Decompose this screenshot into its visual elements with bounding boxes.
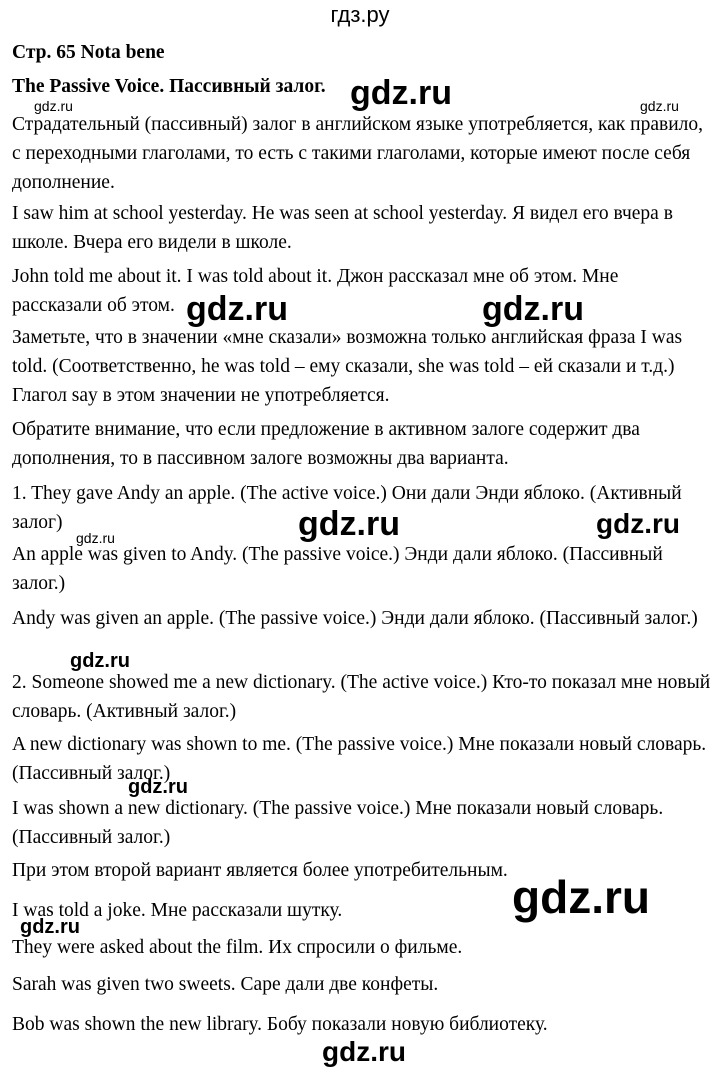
page-heading: Стр. 65 Nota bene [12, 42, 165, 63]
paragraph-attention: Обратите внимание, что если предложение в активном залоге содержит два дополнения, то в пассивном залоге возможны два варианта. [12, 419, 640, 469]
watermark: gdz.ru [322, 1036, 406, 1067]
paragraph-example-2: John told me about it. I was told about it. Джон рассказал мне об этом. Мне рассказали об этом. [12, 266, 619, 316]
watermark: gdz.ru [350, 74, 452, 112]
paragraph-item-2-passive-a: A new dictionary was shown to me. (The passive voice.) Мне показали новый словарь. (Пассивный залог.) [12, 734, 707, 784]
paragraph-item-1-passive-b: Andy was given an apple. (The passive voice.) Энди дали яблоко. (Пассивный залог.) [12, 608, 698, 629]
watermark: gdz.ru [482, 290, 584, 328]
paragraph-item-1-passive-a: An apple was given to Andy. (The passive voice.) Энди дали яблоко. (Пассивный залог.) [12, 544, 663, 594]
watermark: gdz.ru [34, 98, 73, 114]
paragraph-item-2-passive-b: I was shown a new dictionary. (The passive voice.) Мне показали новый словарь. (Пассивный залог.) [12, 798, 664, 848]
paragraph-example-1: I saw him at school yesterday. He was seen at school yesterday. Я видел его вчера в школе. Вчера его видели в школе. [12, 203, 673, 253]
paragraph-note: Заметьте, что в значении «мне сказали» возможна только английская фраза I was told. (Соответственно, he was told – ему сказали, she was told – ей сказали и т.д.) Глагол say в этом значении не употребляется. [12, 327, 683, 406]
watermark: gdz.ru [128, 776, 188, 798]
paragraph-example-library: Bob was shown the new library. Бобу показали новую библиотеку. [12, 1014, 548, 1035]
paragraph-example-joke: I was told a joke. Мне рассказали шутку. [12, 900, 343, 921]
section-subheading: The Passive Voice. Пассивный залог. [12, 76, 326, 97]
watermark: gdz.ru [298, 505, 400, 543]
paragraph-example-film: They were asked about the film. Их спросили о фильме. [12, 937, 463, 958]
watermark: gdz.ru [20, 916, 80, 938]
watermark: gdz.ru [186, 290, 288, 328]
paragraph-intro: Страдательный (пассивный) залог в английском языке употребляется, как правило, с переходными глаголами, то есть с такими глаголами, которые имеют после себя дополнение. [12, 114, 703, 193]
watermark: gdz.ru [70, 650, 130, 672]
paragraph-example-sweets: Sarah was given two sweets. Саре дали две конфеты. [12, 974, 439, 995]
watermark: gdz.ru [76, 530, 115, 546]
paragraph-item-2: 2. Someone showed me a new dictionary. (The active voice.) Кто-то показал мне новый словарь. (Активный залог.) [12, 672, 711, 722]
site-header: гдз.ру [330, 2, 390, 27]
paragraph-item-1: 1. They gave Andy an apple. (The active voice.) Они дали Энди яблоко. (Активный залог) [12, 483, 682, 533]
paragraph-conclusion: При этом второй вариант является более употребительным. [12, 860, 508, 881]
watermark: gdz.ru [596, 508, 680, 539]
watermark: gdz.ru [640, 98, 679, 114]
watermark: gdz.ru [512, 871, 650, 923]
